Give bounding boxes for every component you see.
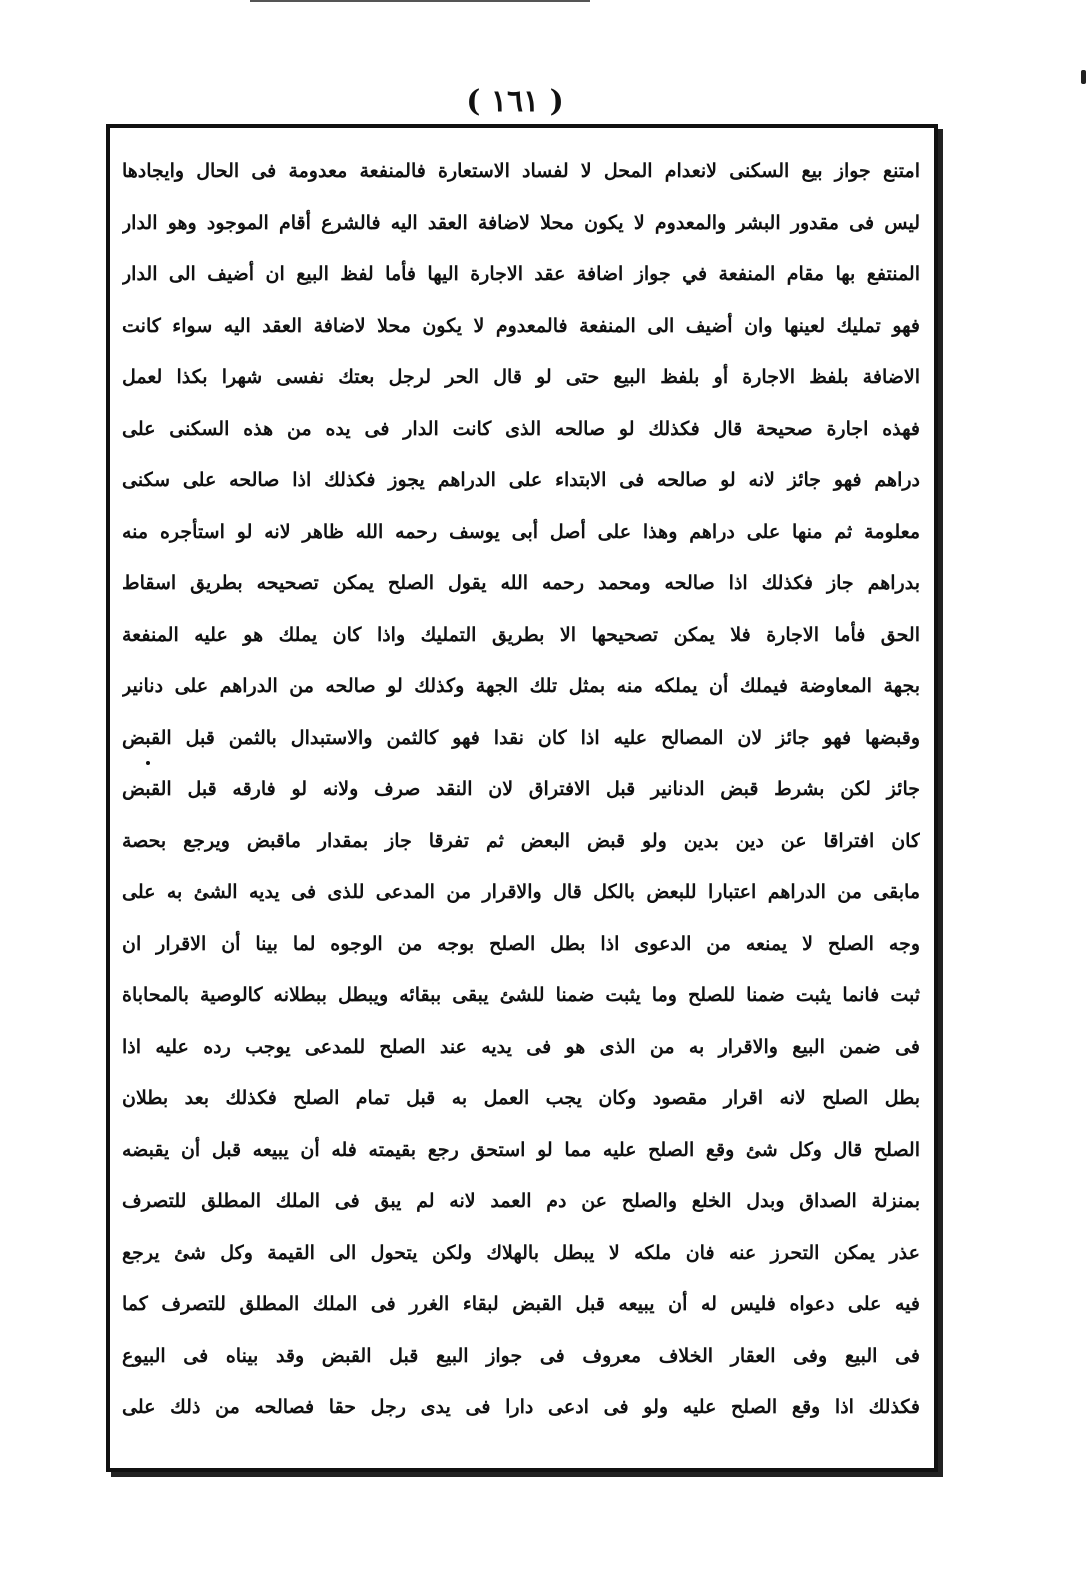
text-line: بمنزلة الصداق وبدل الخلع والصلح عن دم العمد لانه لم يبق فى الملك المطلق للتصرف <box>122 1190 920 1212</box>
top-edge-rule <box>250 0 590 2</box>
text-line: فيه على دعواه فليس له أن يبيعه قبل القبض لبقاء الغرر فى الملك المطلق للتصرف كما <box>122 1293 920 1315</box>
text-line: الاضافة بلفظ الاجارة أو بلفظ البيع حتى لو قال الحر لرجل بعتك نفسى شهرا بكذا لعمل <box>122 366 920 388</box>
text-line: وجه الصلح لا يمنعه من الدعوى اذا بطل الصلح بوجه من الوجوه لما بينا أن الاقرار ان <box>122 932 920 955</box>
text-line: فى ضمن البيع والاقرار به من الذى هو فى يديه عند الصلح للمدعى يوجب رده عليه اذا <box>122 1035 920 1058</box>
text-line: كان افتراقا عن دين بدين ولو قبض البعض ثم تفرقا جاز بمقدار ماقبض ويرجع بحصة <box>122 829 920 852</box>
text-line: ثبت فانما يثبت ضمنا للصلح وما يثبت ضمنا للشئ يبقى ببقائه ويبطل ببطلانه كالوصية بالمحاباة <box>122 984 920 1006</box>
text-line: عذر يمكن التحرز عنه فان ملكه لا يبطل بالهلاك ولكن يتحول الى القيمة وكل شئ يرجع <box>122 1241 920 1264</box>
text-line: الصلح قال وكل شئ وقع الصلح عليه مما لو استحق رجع بقيمته فله أن يبيعه قبل أن يقبضه <box>122 1138 920 1161</box>
text-line: بطل الصلح لانه اقرار مقصود وكان يجب العمل به قبل تمام الصلح فكذلك بعد بطلان <box>122 1087 920 1109</box>
margin-dot <box>146 761 150 765</box>
text-line: مابقى من الدراهم اعتبارا للبعض بالكل قال والاقرار من المدعى للذى فى يديه الشئ به على <box>122 881 920 903</box>
text-line: فى البيع وفى العقار الخلاف معروف فى جواز البيع قبل القبض وقد بيناه فى البيوع <box>122 1344 920 1367</box>
text-line: فهو تمليك لعينها وان أضيف الى المنفعة فالمعدوم لا يكون محلا لاضافة العقد اليه سواء كانت <box>122 314 920 337</box>
page-number: ( ١٦١ ) <box>466 84 564 119</box>
text-line: دراهم فهو جائز لانه لو صالحه فى الابتداء على الدراهم يجوز فكذلك اذا صالحه على سكنى <box>122 469 920 491</box>
text-line: فهذه اجارة صحيحة قال فكذلك لو صالحه الذى كانت الدار فى يده من هذه السكنى على <box>122 417 920 440</box>
text-line: الحق فأما الاجارة فلا يمكن تصحيحها الا بطريق التمليك واذا كان يملك هو عليه المنفعة <box>122 623 920 646</box>
text-line: بدراهم جاز فكذلك اذا صالحه ومحمد رحمه الله يقول الصلح يمكن تصحيحه بطريق اسقاط <box>122 572 920 594</box>
text-line: بجهة المعاوضة فيملك أن يملكه منه بمثل تلك الجهة وكذلك لو صالحه من الدراهم على دنانير <box>122 675 920 697</box>
text-line: معلومة ثم منها على دراهم وهذا على أصل أبى يوسف رحمه الله ظاهر لانه لو استأجره منه <box>122 520 920 543</box>
text-line: جائز لكن بشرط قبض الدنانير قبل الافتراق لان النقد صرف ولانه لو فارقه قبل القبض <box>122 778 920 800</box>
page-edge-mark <box>1081 70 1086 84</box>
text-line: المنتفع بها مقام المنفعة في جواز اضافة عقد الاجارة اليها فأما لفظ البيع ان أضيف الى الدار <box>122 263 920 285</box>
text-line: امتنع جواز بيع السكنى لانعدام المحل لا لفساد الاستعارة فالمنفعة معدومة فى الحال وايجادها <box>122 160 920 182</box>
text-line: ليس فى مقدور البشر والمعدوم لا يكون محلا لاضافة العقد اليه فالشرع أقام الموجود وهو الدار <box>122 211 920 234</box>
text-body <box>122 146 920 1434</box>
text-frame <box>106 124 938 1472</box>
text-line: وقبضها فهو جائز لان المصالح عليه اذا كان نقدا فهو كالثمن والاستبدال بالثمن قبل القبض <box>122 726 920 749</box>
text-line: فكذلك اذا وقع الصلح عليه ولو فى ادعى دارا فى يدى رجل حقا فصالحه من ذلك على <box>122 1396 920 1418</box>
